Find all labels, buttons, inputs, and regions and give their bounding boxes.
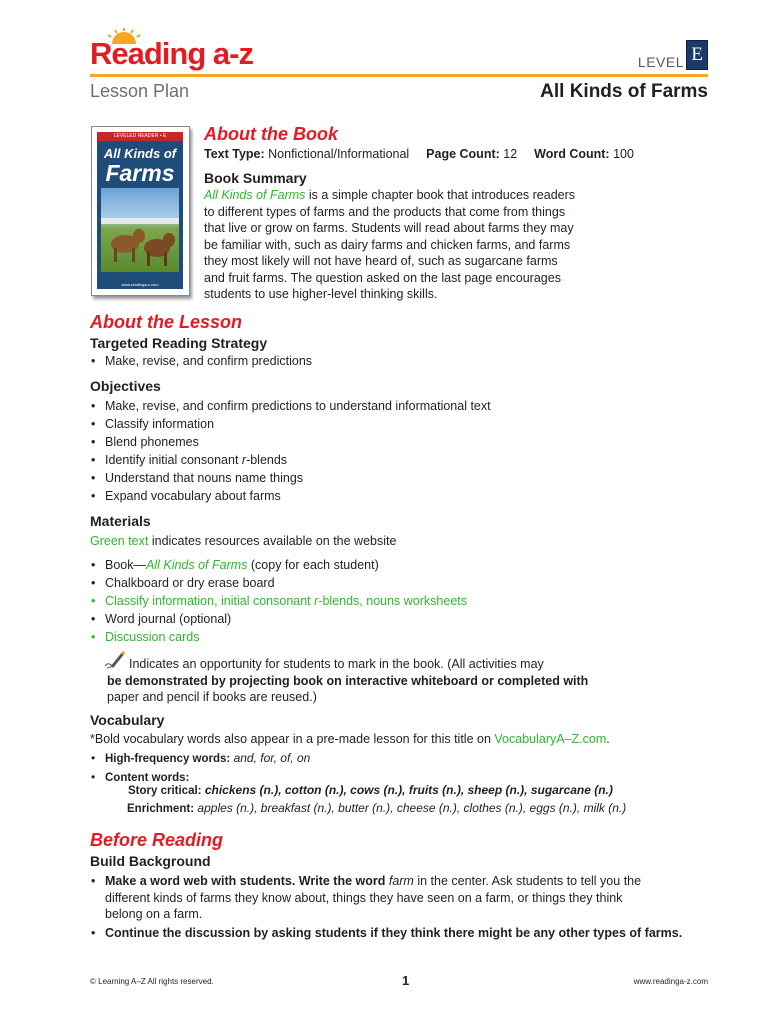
materials-heading: Materials [90,513,151,529]
objectives-list [90,397,491,505]
green-text-label: Green text [90,534,149,548]
word-count-value: 100 [613,147,634,161]
summary-book-title: All Kinds of Farms [204,188,306,202]
cover-title-line1: All Kinds of [103,146,177,161]
book-link[interactable]: All Kinds of Farms [146,558,248,572]
build-background-heading: Build Background [90,853,211,869]
book-summary: All Kinds of Farms is a simple chapter book that introduces readers to different types of farms and the products that come from things that live or grow on farms. Students will read about farms they may be familiar with, such as dairy farms and chicken farms, and farms they most likely will not have heard of, such as sugarcane farms and fruit farms. The question asked on the last page encourages students to use higher-level thinking skills. [204,188,576,301]
list-item: • Blend phonemes [90,433,491,451]
list-item[interactable]: • Classify information, initial consonant r-blends, nouns worksheets [90,592,467,610]
footer-copyright: © Learning A–Z All rights reserved. [90,977,214,986]
page-count-value: 12 [503,147,518,161]
strategy-list [90,352,312,370]
reading-az-logo [90,28,253,74]
logo-text: Reading a-z [90,36,253,71]
page-title: All Kinds of Farms [540,81,708,102]
about-book-heading: About the Book [204,124,338,144]
page-count-label: Page Count: [426,147,500,161]
list-item: • Expand vocabulary about farms [90,487,491,505]
page-number: 1 [402,973,410,988]
list-item: • Understand that nouns name things [90,469,491,487]
objectives-heading: Objectives [90,378,161,394]
list-item: • High-frequency words: and, for, of, on [90,749,310,768]
list-item: • Classify information [90,415,491,433]
footer-url[interactable]: www.readinga-z.com [633,977,708,986]
list-item: • Make, revise, and confirm predictions to understand informational text [90,397,491,415]
text-type-value: Nonfictional/Informational [268,147,410,161]
vocabulary-az-link[interactable]: VocabularyA–Z.com [494,732,607,746]
book-cover [91,126,190,296]
build-background-list: • Make a word web with students. Write the word farm in the center. Ask students to tell you the different kinds of farms they know about, things they have seen on a farm, or things they think belong on a farm. • Continue the discussion by asking students if they think there might be any other types of farms. [91,874,683,940]
section-label: Lesson Plan [90,81,190,101]
before-reading-heading: Before Reading [90,830,224,850]
cover-url: www.readinga-z.com [121,282,159,287]
level-label: LEVEL [637,54,684,70]
cover-photo [101,188,179,272]
word-count-label: Word Count: [534,147,610,161]
materials-note: Green text indicates resources available on the website [90,534,397,548]
list-item[interactable]: • Discussion cards [90,628,467,646]
materials-list [90,556,467,646]
book-summary-heading: Book Summary [204,170,307,186]
list-item: • Content words: [90,768,310,787]
list-item: • Make a word web with students. Write the word farm in the center. Ask students to tell you the [91,874,642,888]
list-item: • Book—All Kinds of Farms (copy for each student) [90,556,467,574]
list-item: • Chalkboard or dry erase board [90,574,467,592]
level-badge: E [686,40,708,70]
content-words: Story critical: chickens (n.), cotton (n.), cows (n.), fruits (n.), sheep (n.), sugarcane (n.) Enrichment: apples (n.), breakfast (n.), butter (n.), cheese (n.), clothes (n.), eggs (n.), milk (n.) [127,783,627,815]
book-meta [204,146,634,163]
list-item: • Identify initial consonant r-blends [90,451,491,469]
cover-title-line2: Farms [105,160,175,186]
cover-series: LEVELED READER • E [97,132,183,141]
list-item: • Make, revise, and confirm predictions [90,352,312,370]
strategy-heading: Targeted Reading Strategy [90,335,268,351]
vocabulary-heading: Vocabulary [90,712,165,728]
text-type-label: Text Type: [204,147,265,161]
pencil-note: Indicates an opportunity for students to mark in the book. (All activities may be demonstrated by projecting book on interactive whiteboard or completed with paper and pencil if books are reused.) [107,657,589,704]
list-item: • Word journal (optional) [90,610,467,628]
header-rule [90,74,708,77]
list-item: • Continue the discussion by asking students if they think there might be any other types of farms. [91,925,683,940]
about-lesson-heading: About the Lesson [90,312,242,332]
vocabulary-note: *Bold vocabulary words also appear in a pre-made lesson for this title on VocabularyA–Z.com. [90,732,610,746]
cows-illustration [101,188,179,272]
